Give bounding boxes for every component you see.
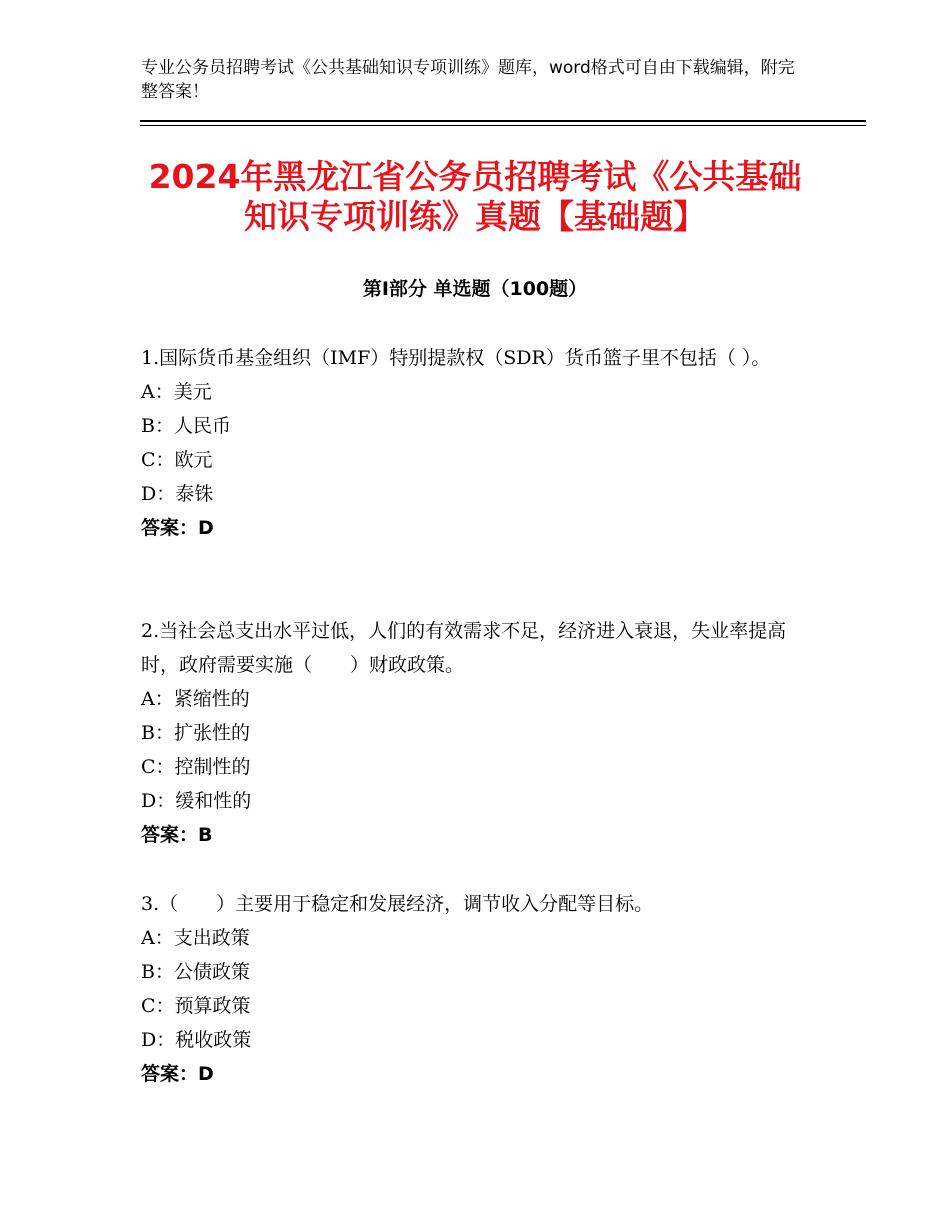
document-title <box>110 157 840 237</box>
option-c: C：预算政策 <box>141 995 251 1017</box>
question-stem: 2.当社会总支出水平过低，人们的有效需求不足，经济进入衰退，失业率提高时，政府需要实施（ ）财政政策。 <box>141 620 787 676</box>
answer-line: 答案：D <box>141 517 214 539</box>
header-divider-thick <box>140 120 866 122</box>
option-b: B：扩张性的 <box>141 722 250 744</box>
question-stem: 3.（ ）主要用于稳定和发展经济，调节收入分配等目标。 <box>141 893 654 915</box>
option-b: B：人民币 <box>141 415 231 437</box>
option-a: A：美元 <box>141 381 212 403</box>
section-heading: 第Ⅰ部分 单选题（100题） <box>362 278 588 300</box>
question-2 <box>141 614 821 852</box>
title-line-1: 2024年黑龙江省公务员招聘考试《公共基础 <box>148 157 802 196</box>
question-stem: 1.国际货币基金组织（IMF）特别提款权（SDR）货币篮子里不包括（ ）。 <box>141 347 771 369</box>
question-3 <box>141 887 821 1091</box>
title-line-2: 知识专项训练》真题【基础题】 <box>244 197 706 236</box>
answer-line: 答案：D <box>141 1063 214 1085</box>
option-a: A：紧缩性的 <box>141 688 250 710</box>
option-c: C：欧元 <box>141 449 213 471</box>
answer-line: 答案：B <box>141 824 213 846</box>
header-note: 专业公务员招聘考试《公共基础知识专项训练》题库，word格式可自由下载编辑，附完整答案！ <box>141 58 795 102</box>
question-1 <box>141 341 821 545</box>
header-divider-thin <box>140 125 866 126</box>
option-d: D：税收政策 <box>141 1029 252 1051</box>
option-c: C：控制性的 <box>141 756 251 778</box>
option-d: D：缓和性的 <box>141 790 252 812</box>
option-a: A：支出政策 <box>141 927 250 949</box>
option-d: D：泰铢 <box>141 483 214 505</box>
option-b: B：公债政策 <box>141 961 250 983</box>
